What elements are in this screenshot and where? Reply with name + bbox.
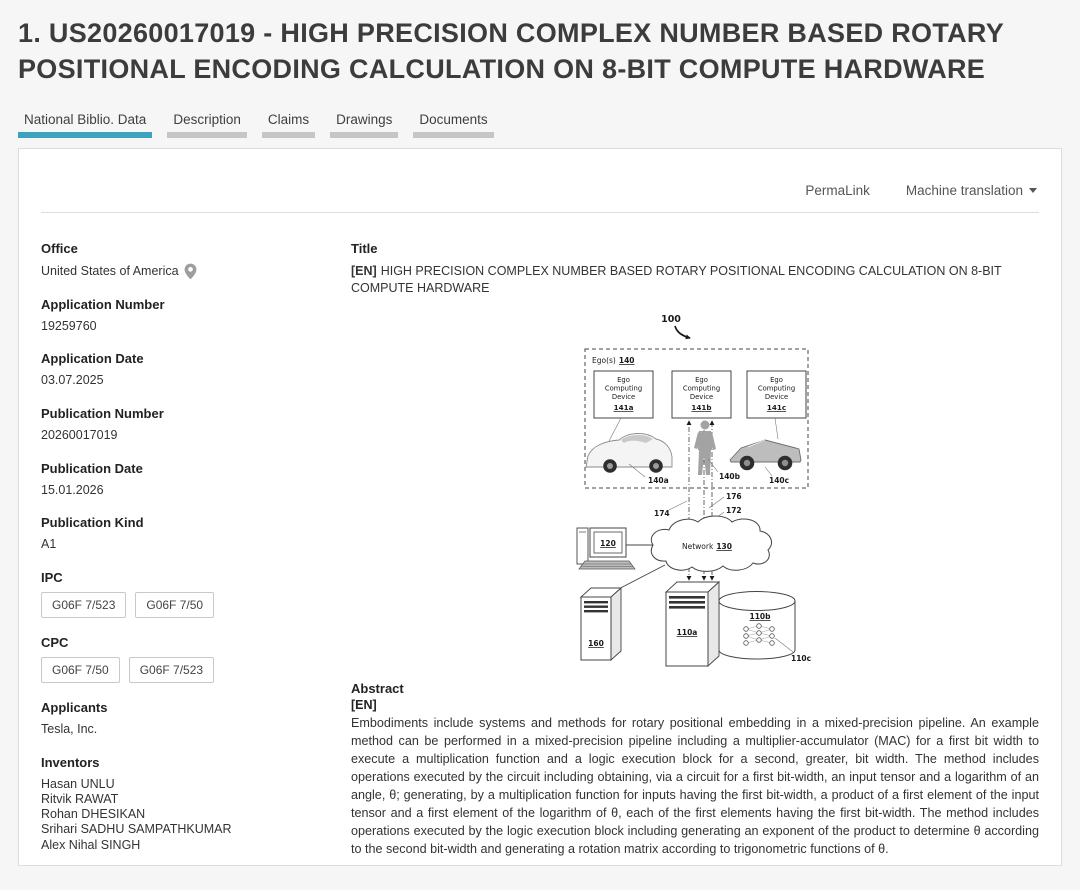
svg-text:Computing: Computing <box>604 384 643 393</box>
fig-workstation <box>577 528 635 569</box>
fig-device-boxes <box>594 371 806 418</box>
field-label: Publication Number <box>41 406 164 422</box>
fig-server-160 <box>581 588 621 660</box>
field-inventors <box>41 755 351 853</box>
field-label: Inventors <box>41 754 100 770</box>
inventor-value: Rohan DHESIKAN <box>41 807 146 822</box>
field-office <box>41 241 351 280</box>
tab-national-biblio-data[interactable] <box>18 112 152 138</box>
fig-ref-110c: 110c <box>791 653 812 663</box>
fig-ref-140b: 140b <box>719 471 741 481</box>
application-date-value: 03.07.2025 <box>41 373 104 388</box>
abstract-section <box>351 681 1039 858</box>
fig-network-cloud <box>651 516 771 571</box>
tab-bar <box>18 112 1062 138</box>
field-label: Application Number <box>41 296 165 312</box>
patent-figure <box>351 309 1039 677</box>
machine-translation-dropdown[interactable] <box>906 183 1037 198</box>
svg-text:Ego: Ego <box>695 375 708 384</box>
svg-text:Device: Device <box>764 392 789 401</box>
title-abstract-column <box>351 241 1039 870</box>
tab-indicator <box>413 132 493 138</box>
svg-text:Device: Device <box>689 392 714 401</box>
fig-ref-176: 176 <box>726 491 742 501</box>
tab-description[interactable] <box>167 112 247 138</box>
tab-documents[interactable] <box>413 112 493 138</box>
field-label: Office <box>41 240 78 256</box>
svg-text:141c: 141c <box>766 402 787 412</box>
biblio-fields-column <box>41 241 351 870</box>
tab-label: Description <box>173 111 241 127</box>
field-application-number <box>41 297 351 335</box>
page-title: 1. US20260017019 - HIGH PRECISION COMPLEX NUMBER BASED ROTARY POSITIONAL ENCODING CALCULATION ON 8-BIT COMPUTE HARDWARE <box>18 18 1004 84</box>
svg-text:141b: 141b <box>691 402 712 412</box>
biblio-card <box>18 148 1062 866</box>
patent-title-value: HIGH PRECISION COMPLEX NUMBER BASED ROTARY POSITIONAL ENCODING CALCULATION ON 8-BIT COMPUTE HARDWARE <box>351 263 1002 295</box>
fig-egos-label: Ego(s) 140 <box>592 355 635 365</box>
tab-label: Drawings <box>336 111 393 127</box>
inventor-value: Ritvik RAWAT <box>41 791 119 806</box>
fig-network-label: Network 130 <box>682 541 732 551</box>
fig-database <box>719 591 811 663</box>
patent-drawing-fig1 <box>569 309 821 677</box>
svg-text:Computing: Computing <box>757 384 796 393</box>
biblio-content <box>41 213 1039 870</box>
cpc-code-chip[interactable]: G06F 7/50 <box>41 657 120 683</box>
fig-ref-174: 174 <box>654 508 670 518</box>
tab-active-indicator <box>18 132 152 138</box>
inventor-value: Srihari SADHU SAMPATHKUMAR <box>41 822 232 837</box>
fig-car <box>586 433 672 472</box>
cpc-code-chip[interactable]: G06F 7/523 <box>129 657 214 683</box>
tab-label: National Biblio. Data <box>24 111 147 127</box>
permalink-link[interactable]: PermaLink <box>805 182 870 198</box>
tab-indicator <box>330 132 398 138</box>
field-label: Publication Kind <box>41 515 144 531</box>
tab-claims[interactable] <box>262 112 315 138</box>
inventor-value: Hasan UNLU <box>41 776 115 791</box>
svg-text:Ego: Ego <box>770 375 783 384</box>
field-publication-date <box>41 461 351 499</box>
fig-ref-110b: 110b <box>749 611 771 621</box>
fig-ref-110a: 110a <box>676 627 698 637</box>
chevron-down-icon <box>1029 188 1037 193</box>
field-label: Applicants <box>41 699 108 715</box>
fig-100-arrow <box>675 326 690 338</box>
abstract-lang-tag: [EN] <box>351 697 377 712</box>
tab-indicator <box>167 132 247 138</box>
field-label: Publication Date <box>41 460 143 476</box>
field-ipc <box>41 570 351 618</box>
card-toolbar <box>41 149 1039 213</box>
fig-server-110a <box>666 582 719 666</box>
title-lang-tag: [EN] <box>351 263 377 278</box>
field-application-date <box>41 351 351 389</box>
tab-label: Claims <box>267 111 310 127</box>
inventor-value: Alex Nihal SINGH <box>41 837 141 852</box>
svg-text:Ego: Ego <box>617 375 630 384</box>
title-section-label: Title <box>351 240 378 256</box>
applicant-value: Tesla, Inc. <box>41 721 98 736</box>
publication-date-value: 15.01.2026 <box>41 482 104 497</box>
publication-kind-value: A1 <box>41 537 57 552</box>
field-label: IPC <box>41 569 63 585</box>
application-number-value: 19259760 <box>41 318 97 333</box>
field-applicants <box>41 700 351 738</box>
field-publication-kind <box>41 515 351 553</box>
svg-text:Device: Device <box>611 392 636 401</box>
machine-translation-label: Machine translation <box>905 182 1023 198</box>
field-cpc <box>41 635 351 683</box>
ipc-code-chip[interactable]: G06F 7/523 <box>41 592 126 618</box>
tab-indicator <box>262 132 315 138</box>
abstract-text: Embodiments include systems and methods for rotary positional embedding in a mixed-precision pipeline. An example method can be performed in a mixed-precision pipeline including a multiplier-accumulator (MAC) for a first bit width to execute a multiplication function and a logic execution block for a second, greater, bit width. The method includes operations executed by the circuit including obtaining, via a circuit for a first bit-width, an input tensor and a logarithm of an angle, θ; generating, by a multiplication function for inputs having the first bit-width, a product of a first element of the input tensor and a first element of the logarithm of θ, each of the first elements having the first bit-width. The method includes operations executed by the logic execution block including generating an exponent of the product to determine θ according to the second bit-width and generating a rotation matrix according to trigonometric functions of θ. <box>351 715 1039 856</box>
patent-title-line <box>351 263 1039 297</box>
fig-ref-140a: 140a <box>648 475 669 485</box>
field-publication-number <box>41 406 351 444</box>
office-value: United States of America <box>41 263 179 278</box>
fig-ref-172: 172 <box>726 505 742 515</box>
fig-ref-120: 120 <box>600 538 616 548</box>
svg-text:Computing: Computing <box>682 384 721 393</box>
fig-ref-160: 160 <box>588 638 604 648</box>
publication-number-value: 20260017019 <box>41 428 118 443</box>
fig-ref-100: 100 <box>661 313 681 325</box>
field-label: CPC <box>41 634 69 650</box>
svg-text:141a: 141a <box>613 402 634 412</box>
fig-ref-140c: 140c <box>769 475 790 485</box>
field-label: Application Date <box>41 351 144 367</box>
fig-truck <box>730 440 801 470</box>
abstract-section-label: Abstract <box>351 680 404 696</box>
ipc-code-chip[interactable]: G06F 7/50 <box>135 592 214 618</box>
fig-pedestrian <box>694 420 716 475</box>
location-pin-icon <box>184 263 197 280</box>
tab-label: Documents <box>419 111 488 127</box>
tab-drawings[interactable] <box>330 112 398 138</box>
